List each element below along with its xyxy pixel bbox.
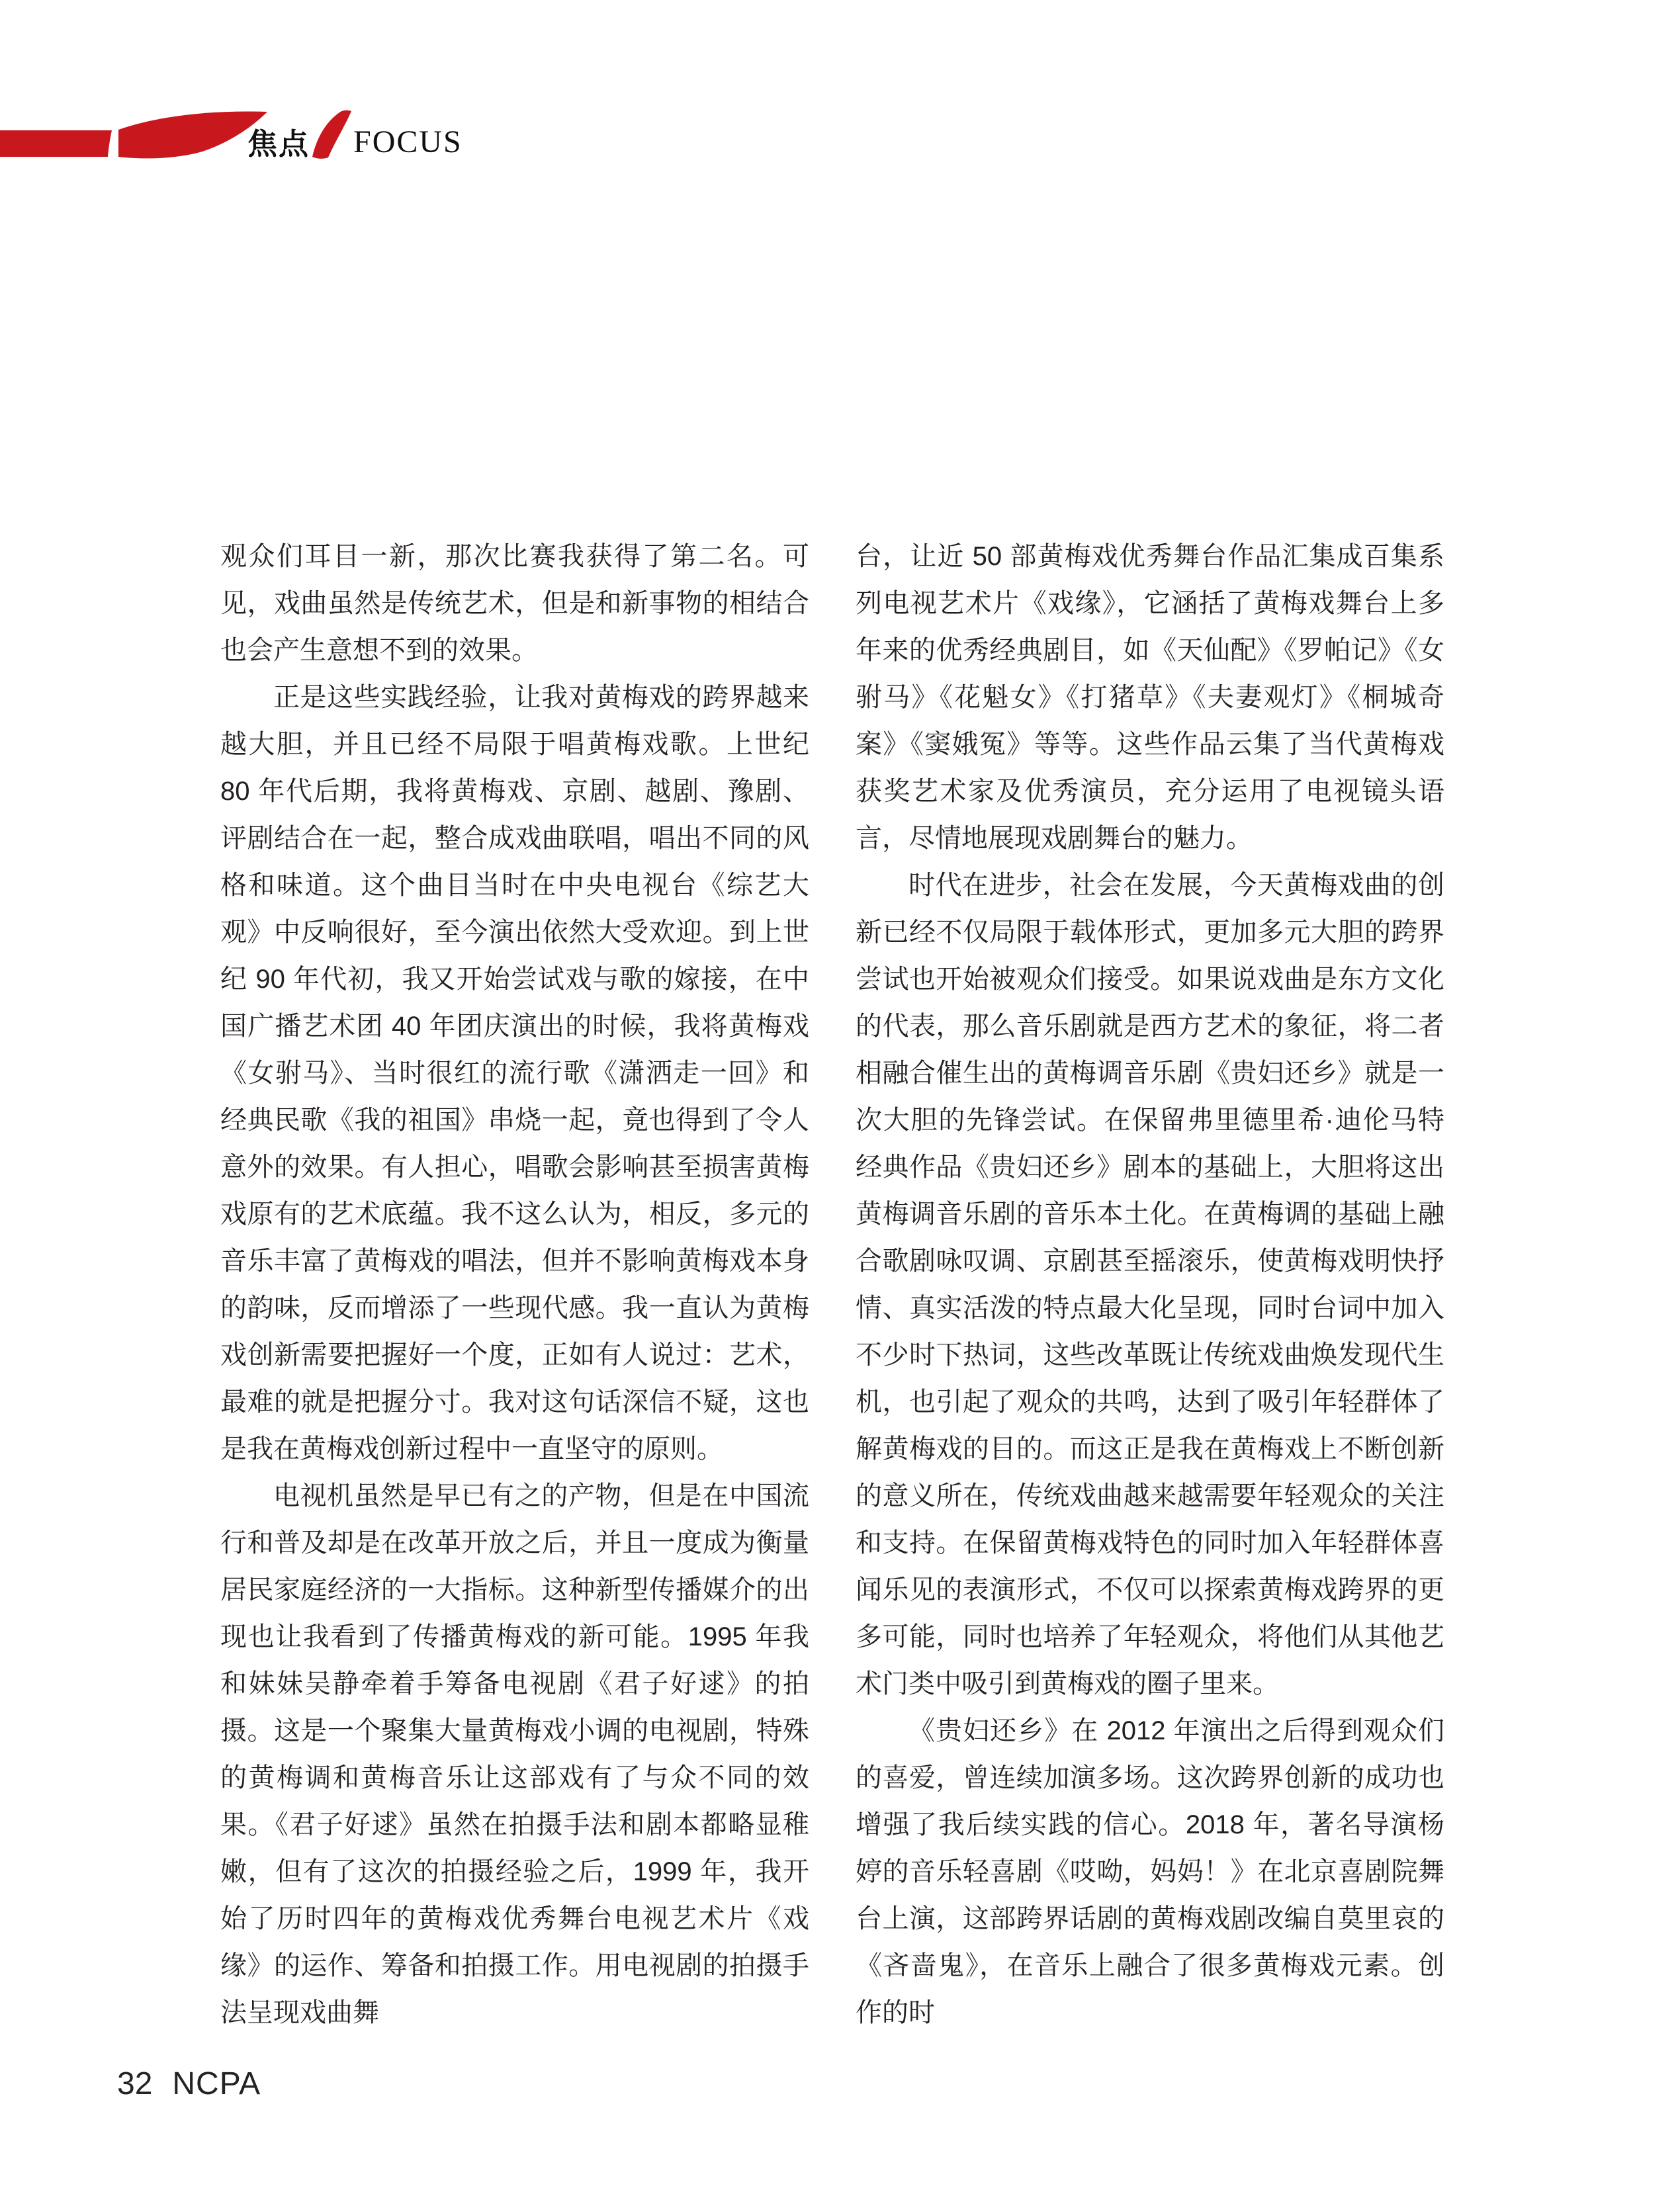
header-crescent-swoosh — [118, 111, 267, 158]
paragraph: 《贵妇还乡》在 2012 年演出之后得到观众们的喜爱，曾连续加演多场。这次跨界创新的成功也增强了我后续实践的信心。2018 年，著名导演杨婷的音乐轻喜剧《哎呦，妈妈！》在北京喜剧院舞台上演，这部跨界话剧的黄梅戏剧改编自莫里哀的《吝啬鬼》，在音乐上融合了很多黄梅戏元素。创作的时 — [856, 1716, 1444, 2027]
footer-brand: NCPA — [172, 2066, 261, 2101]
paragraph: 电视机虽然是早已有之的产物，但是在中国流行和普及却是在改革开放之后，并且一度成为衡量居民家庭经济的一大指标。这种新型传播媒介的出现也让我看到了传播黄梅戏的新可能。1995 年我和妹妹吴静牵着手筹备电视剧《君子好逑》的拍摄。这是一个聚集大量黄梅戏小调的电视剧，特殊的黄梅调和黄梅音乐让这部戏有了与众不同的效果。《君子好逑》虽然在拍摄手法和剧本都略显稚嫩，但有了这次的拍摄经验之后，1999 年，我开始了历时四年的黄梅戏优秀舞台电视艺术片《戏缘》的运作、筹备和拍摄工作。用电视剧的拍摄手法呈现戏曲舞 — [220, 1481, 809, 2027]
paragraph: 正是这些实践经验，让我对黄梅戏的跨界越来越大胆，并且已经不局限于唱黄梅戏歌。上世纪 80 年代后期，我将黄梅戏、京剧、越剧、豫剧、评剧结合在一起，整合成戏曲联唱，唱出不同的风格和味道。这个曲目当时在中央电视台《综艺大观》中反响很好，至今演出依然大受欢迎。到上世纪 90 年代初，我又开始尝试戏与歌的嫁接，在中国广播艺术团 40 年团庆演出的时候，我将黄梅戏《女驸马》、当时很红的流行歌《潇洒走一回》和经典民歌《我的祖国》串烧一起，竟也得到了令人意外的效果。有人担心，唱歌会影响甚至损害黄梅戏原有的艺术底蕴。我不这么认为，相反，多元的音乐丰富了黄梅戏的唱法，但并不影响黄梅戏本身的韵味，反而增添了一些现代感。我一直认为黄梅戏创新需要把握好一个度，正如有人说过：艺术，最难的就是把握分寸。我对这句话深信不疑，这也是我在黄梅戏创新过程中一直坚守的原则。 — [220, 683, 809, 1464]
article-left-column — [220, 533, 809, 2036]
paragraph: 时代在进步，社会在发展，今天黄梅戏曲的创新已经不仅局限于载体形式，更加多元大胆的跨界尝试也开始被观众们接受。如果说戏曲是东方文化的代表，那么音乐剧就是西方艺术的象征，将二者相融合催生出的黄梅调音乐剧《贵妇还乡》就是一次大胆的先锋尝试。在保留弗里德里希·迪伦马特经典作品《贵妇还乡》剧本的基础上，大胆将这出黄梅调音乐剧的音乐本土化。在黄梅调的基础上融合歌剧咏叹调、京剧甚至摇滚乐，使黄梅戏明快抒情、真实活泼的特点最大化呈现，同时台词中加入不少时下热词，这些改革既让传统戏曲焕发现代生机，也引起了观众的共鸣，达到了吸引年轻群体了解黄梅戏的目的。而这正是我在黄梅戏上不断创新的意义所在，传统戏曲越来越需要年轻观众的关注和支持。在保留黄梅戏特色的同时加入年轻群体喜闻乐见的表演形式，不仅可以探索黄梅戏跨界的更多可能，同时也培养了年轻观众，将他们从其他艺术门类中吸引到黄梅戏的圈子里来。 — [856, 871, 1444, 1698]
header-small-swoosh — [312, 110, 351, 159]
page-footer — [117, 2068, 261, 2100]
focus-swoosh-graphic — [0, 0, 1680, 198]
paragraph: 观众们耳目一新，那次比赛我获得了第二名。可见，戏曲虽然是传统艺术，但是和新事物的相结合也会产生意想不到的效果。 — [220, 542, 809, 665]
section-title-cn: 焦点 — [247, 127, 310, 161]
header-red-band — [0, 130, 112, 157]
paragraph: 台，让近 50 部黄梅戏优秀舞台作品汇集成百集系列电视艺术片《戏缘》，它涵括了黄梅戏舞台上多年来的优秀经典剧目，如《天仙配》《罗帕记》《女驸马》《花魁女》《打猪草》《夫妻观灯》《桐城奇案》《窦娥冤》等等。这些作品云集了当代黄梅戏获奖艺术家及优秀演员，充分运用了电视镜头语言，尽情地展现戏剧舞台的魅力。 — [856, 542, 1444, 853]
section-title-en: FOCUS — [353, 124, 463, 159]
article-right-column — [856, 533, 1444, 2036]
page-number: 32 — [117, 2066, 153, 2101]
